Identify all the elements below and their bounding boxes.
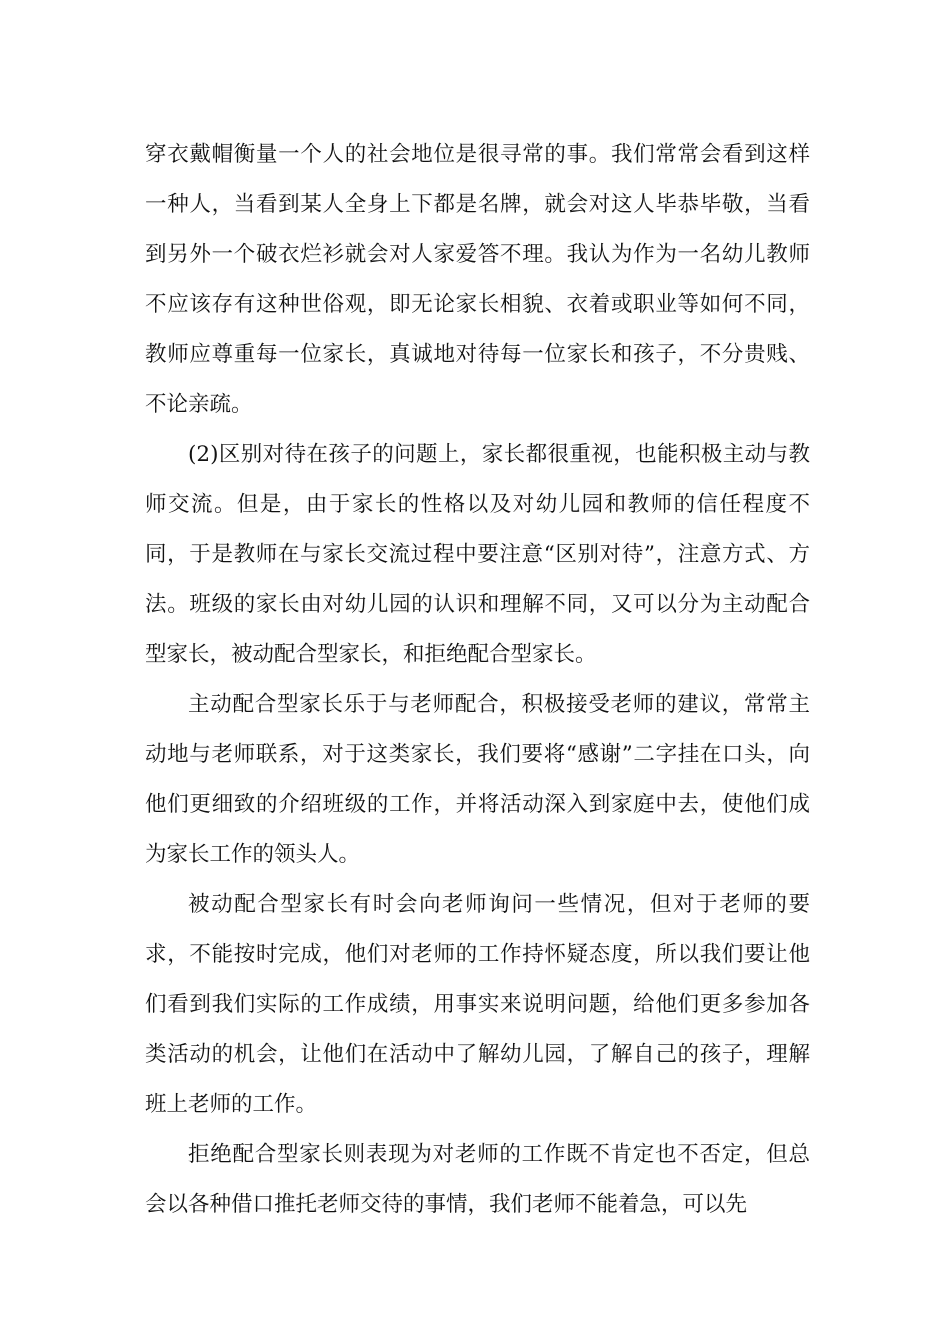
- paragraph-passive-parents: 被动配合型家长有时会向老师询问一些情况，但对于老师的要求，不能按时完成，他们对老师的工作持怀疑态度，所以我们要让他们看到我们实际的工作成绩，用事实来说明问题，给他们更多参加各类活动的机会，让他们在活动中了解幼儿园，了解自己的孩子，理解班上老师的工作。: [145, 892, 810, 1117]
- paragraph-refusing-parents: 拒绝配合型家长则表现为对老师的工作既不肯定也不否定，但总会以各种借口推托老师交待的事情，我们老师不能着急，可以先: [145, 1142, 810, 1217]
- paragraph-active-parents: 主动配合型家长乐于与老师配合，积极接受老师的建议，常常主动地与老师联系，对于这类家长，我们要将“感谢”二字挂在口头，向他们更细致的介绍班级的工作，并将活动深入到家庭中去，使他们成为家长工作的领头人。: [145, 692, 810, 867]
- document-body: [145, 130, 810, 1230]
- paragraph-differential-treatment: (2)区别对待在孩子的问题上，家长都很重视，也能积极主动与教师交流。但是，由于家长的性格以及对幼儿园和教师的信任程度不同，于是教师在与家长交流过程中要注意“区别对待”，注意方式、方法。班级的家长由对幼儿园的认识和理解不同，又可以分为主动配合型家长，被动配合型家长，和拒绝配合型家长。: [145, 442, 810, 667]
- paragraph-attire-judgment: 穿衣戴帽衡量一个人的社会地位是很寻常的事。我们常常会看到这样一种人，当看到某人全身上下都是名牌，就会对这人毕恭毕敬，当看到另外一个破衣烂衫就会对人家爱答不理。我认为作为一名幼儿教师不应该存有这种世俗观，即无论家长相貌、衣着或职业等如何不同，教师应尊重每一位家长，真诚地对待每一位家长和孩子，不分贵贱、不论亲疏。: [145, 142, 810, 417]
